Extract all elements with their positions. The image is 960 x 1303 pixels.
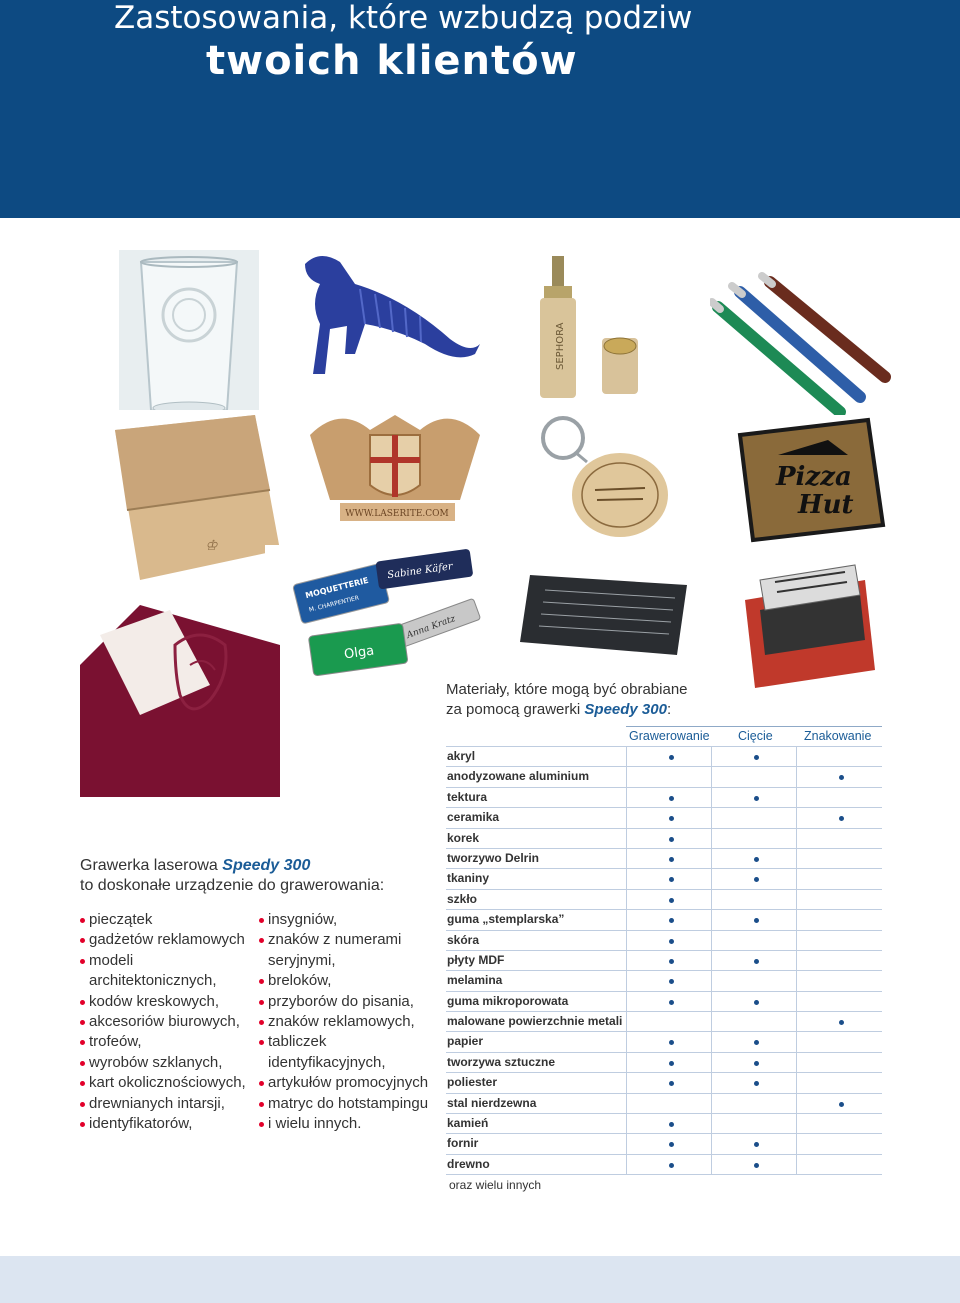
availability-dot bbox=[669, 837, 674, 842]
column-divider bbox=[711, 910, 712, 930]
table-row bbox=[446, 1052, 882, 1072]
material-name: skóra bbox=[447, 932, 480, 947]
photo-dinosaur bbox=[285, 244, 485, 394]
table-row bbox=[446, 848, 882, 868]
list-item: artykułów promocyjnych bbox=[259, 1073, 434, 1093]
photo-metal-plate bbox=[515, 560, 695, 660]
photo-stamp bbox=[735, 560, 880, 690]
column-divider bbox=[711, 808, 712, 828]
table-row bbox=[446, 828, 882, 848]
availability-dot bbox=[839, 1102, 844, 1107]
table-row bbox=[446, 1093, 882, 1113]
column-divider bbox=[626, 910, 627, 930]
availability-dot bbox=[669, 1163, 674, 1168]
column-divider bbox=[711, 869, 712, 889]
list-item: breloków, bbox=[259, 971, 434, 991]
column-divider bbox=[796, 951, 797, 971]
availability-dot bbox=[669, 918, 674, 923]
column-divider bbox=[626, 1134, 627, 1154]
material-name: poliester bbox=[447, 1075, 498, 1090]
photo-wooden-crest bbox=[300, 405, 490, 525]
column-divider bbox=[626, 1032, 627, 1052]
column-divider bbox=[626, 1053, 627, 1073]
column-divider bbox=[711, 931, 712, 951]
availability-dot bbox=[669, 1040, 674, 1045]
column-divider bbox=[626, 1114, 627, 1134]
column-divider bbox=[626, 869, 627, 889]
table-row bbox=[446, 1113, 882, 1133]
intro-brand: Speedy 300 bbox=[222, 857, 311, 874]
list-item: trofeów, bbox=[80, 1032, 250, 1052]
availability-dot bbox=[754, 857, 759, 862]
column-divider bbox=[796, 971, 797, 991]
column-divider bbox=[626, 829, 627, 849]
photo-wallet bbox=[105, 410, 285, 585]
table-bottom-border bbox=[446, 1174, 882, 1175]
page-title-line1: Zastosowania, które wzbudzą podziw bbox=[114, 0, 693, 36]
material-name: melamina bbox=[447, 973, 503, 988]
material-name: malowane powierzchnie metali bbox=[447, 1014, 623, 1029]
material-name: guma „stemplarska” bbox=[447, 912, 565, 927]
table-row bbox=[446, 1011, 882, 1031]
column-divider bbox=[711, 1053, 712, 1073]
materials-title-suffix: : bbox=[666, 701, 672, 718]
column-divider bbox=[626, 747, 627, 767]
badge3-text: Anna Kratz bbox=[405, 614, 457, 641]
application-list-right bbox=[259, 910, 434, 1134]
material-name: tkaniny bbox=[447, 871, 490, 886]
availability-dot bbox=[669, 939, 674, 944]
availability-dot bbox=[754, 877, 759, 882]
column-divider bbox=[796, 992, 797, 1012]
material-name: tworzywa sztuczne bbox=[447, 1054, 556, 1069]
intro-line1-prefix: Grawerka laserowa bbox=[80, 857, 223, 874]
column-divider bbox=[711, 1114, 712, 1134]
column-divider bbox=[796, 1032, 797, 1052]
column-divider bbox=[711, 971, 712, 991]
photo-name-badges bbox=[265, 545, 500, 680]
column-divider bbox=[796, 1012, 797, 1032]
table-row bbox=[446, 766, 882, 786]
list-item: modeli architektonicznych, bbox=[80, 951, 250, 992]
table-row bbox=[446, 1072, 882, 1092]
footer-band bbox=[0, 1256, 960, 1303]
column-divider bbox=[711, 951, 712, 971]
availability-dot bbox=[754, 1163, 759, 1168]
availability-dot bbox=[754, 918, 759, 923]
availability-dot bbox=[669, 796, 674, 801]
table-row bbox=[446, 1031, 882, 1051]
column-header-znakowanie: Znakowanie bbox=[804, 729, 872, 743]
list-item: drewnianych intarsji, bbox=[80, 1094, 250, 1114]
availability-dot bbox=[754, 755, 759, 760]
availability-dot bbox=[669, 816, 674, 821]
availability-dot bbox=[669, 979, 674, 984]
table-row bbox=[446, 1154, 882, 1174]
availability-dot bbox=[669, 1000, 674, 1005]
column-divider bbox=[711, 849, 712, 869]
badge1b-text: M. CHARPENTIER bbox=[308, 594, 360, 614]
sephora-text: SEPHORA bbox=[555, 322, 566, 370]
availability-dot bbox=[669, 959, 674, 964]
column-divider bbox=[626, 767, 627, 787]
availability-dot bbox=[669, 877, 674, 882]
photo-cork-perfume bbox=[530, 250, 670, 400]
column-divider bbox=[711, 1032, 712, 1052]
availability-dot bbox=[669, 857, 674, 862]
pizza-text-1: Pizza bbox=[776, 462, 852, 492]
materials-table-header bbox=[446, 726, 882, 746]
column-divider bbox=[626, 951, 627, 971]
column-divider bbox=[796, 869, 797, 889]
photo-pens bbox=[710, 262, 895, 417]
availability-dot bbox=[839, 775, 844, 780]
list-item: znaków reklamowych, bbox=[259, 1012, 434, 1032]
list-item: identyfikatorów, bbox=[80, 1114, 250, 1134]
material-name: kamień bbox=[447, 1116, 489, 1131]
material-name: anodyzowane aluminium bbox=[447, 769, 590, 784]
column-divider bbox=[626, 931, 627, 951]
application-list-left bbox=[80, 910, 250, 1134]
list-item: matryc do hotstampingu bbox=[259, 1094, 434, 1114]
column-divider bbox=[796, 747, 797, 767]
column-divider bbox=[796, 1134, 797, 1154]
column-divider bbox=[711, 1012, 712, 1032]
column-divider bbox=[626, 1094, 627, 1114]
photo-glass bbox=[119, 250, 259, 430]
column-divider bbox=[626, 1012, 627, 1032]
material-name: stal nierdzewna bbox=[447, 1095, 537, 1110]
column-divider bbox=[711, 890, 712, 910]
table-row bbox=[446, 868, 882, 888]
materials-table bbox=[446, 726, 882, 1175]
pizza-text-2: Hut bbox=[798, 490, 854, 520]
availability-dot bbox=[754, 796, 759, 801]
page-title-line2: twoich klientów bbox=[206, 38, 578, 84]
column-divider bbox=[711, 767, 712, 787]
column-divider bbox=[711, 992, 712, 1012]
material-name: płyty MDF bbox=[447, 952, 505, 967]
availability-dot bbox=[754, 1000, 759, 1005]
photo-keychain bbox=[535, 410, 675, 540]
list-item: wyrobów szklanych, bbox=[80, 1053, 250, 1073]
column-divider bbox=[626, 849, 627, 869]
availability-dot bbox=[669, 1122, 674, 1127]
material-name: fornir bbox=[447, 1136, 479, 1151]
column-divider bbox=[626, 1155, 627, 1175]
table-row bbox=[446, 909, 882, 929]
column-divider bbox=[626, 890, 627, 910]
availability-dot bbox=[669, 1142, 674, 1147]
availability-dot bbox=[754, 1061, 759, 1066]
table-row bbox=[446, 991, 882, 1011]
availability-dot bbox=[839, 816, 844, 821]
column-divider bbox=[796, 1114, 797, 1134]
column-divider bbox=[796, 890, 797, 910]
column-divider bbox=[711, 788, 712, 808]
column-divider bbox=[711, 747, 712, 767]
list-item: znaków z numerami seryjnymi, bbox=[259, 930, 434, 971]
material-name: drewno bbox=[447, 1156, 490, 1171]
materials-footnote: oraz wielu innych bbox=[449, 1178, 542, 1192]
column-divider bbox=[711, 829, 712, 849]
material-name: guma mikroporowata bbox=[447, 993, 569, 1008]
column-divider bbox=[626, 808, 627, 828]
table-row bbox=[446, 930, 882, 950]
list-item: kart okolicznościowych, bbox=[80, 1073, 250, 1093]
list-item: kodów kreskowych, bbox=[80, 992, 250, 1012]
column-divider bbox=[796, 849, 797, 869]
column-divider bbox=[796, 910, 797, 930]
column-divider bbox=[796, 1155, 797, 1175]
column-divider bbox=[796, 829, 797, 849]
svg-text:♔: ♔ bbox=[205, 538, 218, 554]
column-divider bbox=[796, 1094, 797, 1114]
column-divider bbox=[796, 767, 797, 787]
table-row bbox=[446, 889, 882, 909]
material-name: szkło bbox=[447, 891, 478, 906]
column-divider bbox=[626, 992, 627, 1012]
column-divider bbox=[711, 1073, 712, 1093]
availability-dot bbox=[754, 959, 759, 964]
column-divider bbox=[711, 1134, 712, 1154]
availability-dot bbox=[839, 1020, 844, 1025]
list-item: przyborów do pisania, bbox=[259, 992, 434, 1012]
intro-text bbox=[80, 856, 384, 896]
list-item: pieczątek bbox=[80, 910, 250, 930]
materials-title-brand: Speedy 300 bbox=[584, 701, 667, 718]
table-row bbox=[446, 970, 882, 990]
table-row bbox=[446, 950, 882, 970]
table-row bbox=[446, 746, 882, 766]
table-row bbox=[446, 1133, 882, 1153]
availability-dot bbox=[754, 1081, 759, 1086]
column-divider bbox=[626, 1073, 627, 1093]
material-name: tworzywo Delrin bbox=[447, 850, 540, 865]
column-divider bbox=[796, 1053, 797, 1073]
intro-line2: to doskonałe urządzenie do grawerowania: bbox=[80, 877, 385, 894]
list-item: tabliczek identyfikacyjnych, bbox=[259, 1032, 434, 1073]
badge2-text: Sabine Käfer bbox=[386, 561, 454, 582]
material-name: ceramika bbox=[447, 810, 500, 825]
availability-dot bbox=[669, 898, 674, 903]
header-banner bbox=[0, 0, 960, 218]
list-item: insygniów, bbox=[259, 910, 434, 930]
column-divider bbox=[711, 1094, 712, 1114]
availability-dot bbox=[669, 1061, 674, 1066]
photo-greeting-card bbox=[80, 605, 280, 797]
material-name: tektura bbox=[447, 789, 488, 804]
material-name: korek bbox=[447, 830, 480, 845]
material-name: papier bbox=[447, 1034, 484, 1049]
column-divider bbox=[796, 808, 797, 828]
table-row bbox=[446, 787, 882, 807]
list-item: gadżetów reklamowych bbox=[80, 930, 250, 950]
column-header-ciecie: Cięcie bbox=[738, 729, 773, 743]
column-divider bbox=[796, 788, 797, 808]
column-divider bbox=[626, 788, 627, 808]
materials-title bbox=[446, 680, 688, 720]
material-name: akryl bbox=[447, 749, 476, 763]
materials-title-line2-prefix: za pomocą grawerki bbox=[446, 701, 585, 718]
laserite-text: WWW.LASERITE.COM bbox=[345, 509, 449, 519]
photo-cork-coaster bbox=[728, 415, 888, 545]
column-divider bbox=[626, 971, 627, 991]
availability-dot bbox=[669, 1081, 674, 1086]
list-item: i wielu innych. bbox=[259, 1114, 434, 1134]
column-divider bbox=[796, 1073, 797, 1093]
availability-dot bbox=[754, 1040, 759, 1045]
availability-dot bbox=[669, 755, 674, 760]
availability-dot bbox=[754, 1142, 759, 1147]
list-item: akcesoriów biurowych, bbox=[80, 1012, 250, 1032]
badge1-text: MOQUETTERIE bbox=[304, 575, 370, 601]
table-row bbox=[446, 807, 882, 827]
column-header-grawerowanie: Grawerowanie bbox=[629, 729, 710, 743]
materials-title-line1: Materiały, które mogą być obrabiane bbox=[446, 681, 688, 698]
column-divider bbox=[796, 931, 797, 951]
column-divider bbox=[711, 1155, 712, 1175]
badge4-text: Olga bbox=[343, 643, 376, 663]
